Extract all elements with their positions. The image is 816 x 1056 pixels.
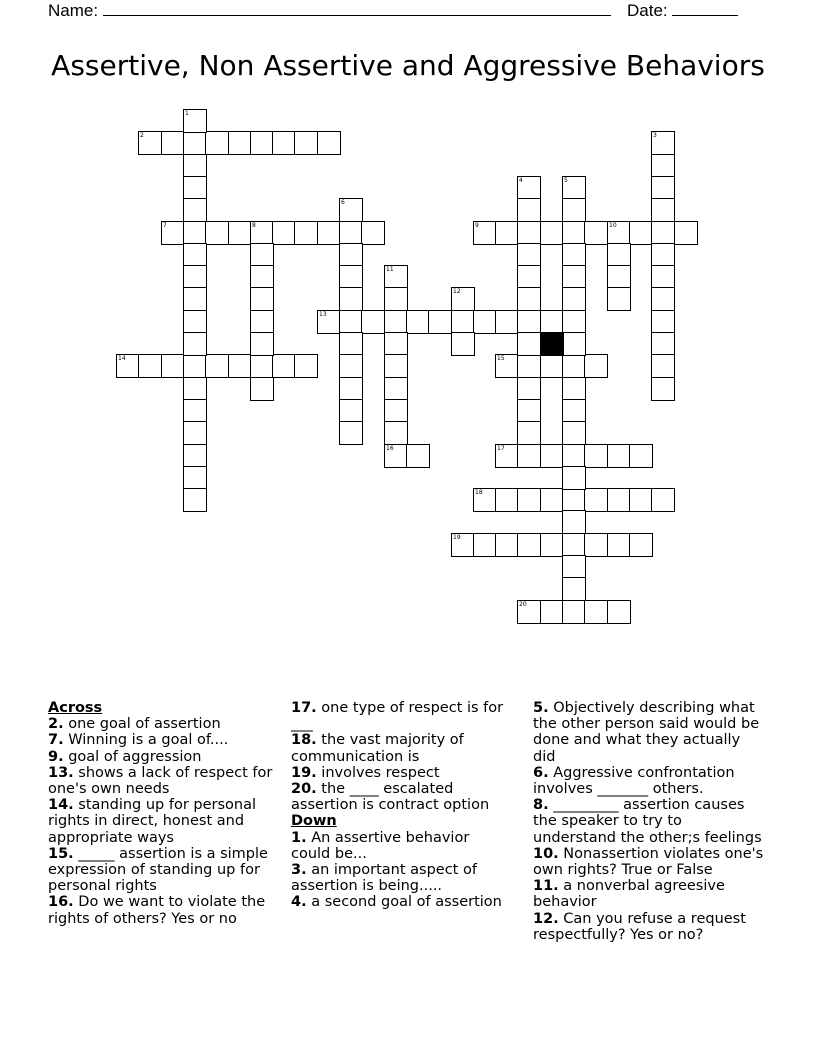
clue-text: Aggressive confrontation involves _______ others. [533,764,735,798]
grid-cell[interactable] [183,131,207,155]
grid-cell[interactable] [562,243,586,267]
grid-cell[interactable] [451,310,475,334]
grid-cell[interactable] [228,354,252,378]
clue-number: 20. [291,781,317,798]
clue-text: standing up for personal rights in direct, honest and appropriate ways [48,797,257,846]
clue-text: An assertive behavior could be... [291,829,470,862]
grid-cell[interactable] [517,287,541,311]
clue-text: Do we want to violate the rights of others? Yes or no [48,894,266,927]
grid-cell[interactable] [562,332,586,356]
grid-cell[interactable] [473,310,497,334]
clue-number: 1. [291,829,307,846]
clue-number: 15. [48,845,74,862]
grid-cell[interactable] [540,354,564,378]
cell-number: 2 [140,132,144,139]
across-clue [48,765,280,797]
grid-cell[interactable] [161,221,185,245]
clue-number: 19. [291,764,317,781]
clue-number: 13. [48,764,74,781]
clue-number: 2. [48,716,64,733]
grid-cell[interactable] [651,243,675,267]
grid-cell[interactable] [651,310,675,334]
grid-cell[interactable] [339,332,363,356]
grid-cell[interactable] [562,265,586,289]
cell-number: 5 [564,177,568,184]
clue-column-1 [48,700,280,927]
clue-number: 5. [533,700,549,716]
clue-text: Winning is a goal of.... [68,732,229,749]
grid-cell[interactable] [517,265,541,289]
cell-number: 13 [319,311,327,318]
grid-cell[interactable] [651,221,675,245]
grid-cell[interactable] [651,176,675,200]
grid-cell[interactable] [250,131,274,155]
grid-cell[interactable] [294,221,318,245]
grid-cell[interactable] [384,354,408,378]
clue-number: 10. [533,845,559,862]
grid-cell[interactable] [205,221,229,245]
clue-number: 12. [533,910,559,927]
grid-cell[interactable] [384,421,408,445]
grid-cell[interactable] [183,399,207,423]
grid-cell[interactable] [607,287,631,311]
across-clue [48,846,280,895]
grid-cell[interactable] [272,354,296,378]
grid-cell[interactable] [517,600,541,624]
date-label: Date: [627,1,668,20]
grid-cell[interactable] [406,444,430,468]
grid-cell[interactable] [495,444,519,468]
grid-cell[interactable] [339,354,363,378]
grid-cell[interactable] [651,354,675,378]
grid-cell[interactable] [339,221,363,245]
cell-number: 20 [519,601,527,608]
grid-cell[interactable] [473,488,497,512]
clue-text: _____ assertion is a simple expression of standing up for personal rights [48,845,268,895]
grid-cell[interactable] [183,109,207,133]
grid-cell[interactable] [562,577,586,601]
grid-cell[interactable] [562,198,586,222]
clue-text: involves respect [321,764,440,781]
grid-cell[interactable] [250,287,274,311]
grid-cell[interactable] [228,131,252,155]
grid-cell[interactable] [562,287,586,311]
grid-cell[interactable] [250,377,274,401]
grid-cell[interactable] [183,332,207,356]
grid-cell[interactable] [517,176,541,200]
grid-cell[interactable] [584,533,608,557]
down-clue [291,894,513,910]
grid-cell[interactable] [250,310,274,334]
grid-cell[interactable] [562,221,586,245]
clue-number: 3. [291,862,307,879]
grid-cell[interactable] [607,243,631,267]
cell-number: 18 [475,489,483,496]
grid-cell[interactable] [138,354,162,378]
grid-cell[interactable] [384,399,408,423]
grid-cell[interactable] [473,533,497,557]
grid-cell[interactable] [250,221,274,245]
grid-cell[interactable] [562,533,586,557]
clue-text: Can you refuse a request respectfully? Yes or no? [533,910,746,943]
clue-number: 6. [533,764,549,781]
grid-cell[interactable] [183,488,207,512]
grid-cell[interactable] [384,377,408,401]
grid-cell[interactable] [562,600,586,624]
grid-cell[interactable] [294,131,318,155]
grid-cell[interactable] [339,399,363,423]
cell-number: 15 [497,355,505,362]
grid-cell[interactable] [451,287,475,311]
grid-cell[interactable] [183,421,207,445]
down-clue [291,862,513,894]
grid-cell[interactable] [562,377,586,401]
grid-cell[interactable] [406,310,430,334]
grid-cell[interactable] [183,466,207,490]
grid-cell[interactable] [495,488,519,512]
grid-cell[interactable] [651,287,675,311]
grid-cell[interactable] [517,310,541,334]
grid-cell[interactable] [451,533,475,557]
grid-cell[interactable] [317,131,341,155]
down-heading: Down [291,813,337,830]
clue-text: goal of aggression [68,748,202,765]
clue-number: 11. [533,878,559,895]
cell-number: 10 [609,222,617,229]
down-clue [533,797,765,846]
grid-cell[interactable] [540,221,564,245]
down-clue [533,878,765,910]
down-clue [533,700,765,765]
clue-column-3 [533,700,765,943]
grid-cell[interactable] [339,265,363,289]
across-clue [48,749,280,765]
across-clue [291,765,513,781]
grid-cell[interactable] [584,354,608,378]
black-cell [540,332,564,356]
grid-cell[interactable] [562,310,586,334]
grid-cell[interactable] [607,600,631,624]
grid-cell[interactable] [250,243,274,267]
grid-cell[interactable] [183,221,207,245]
grid-cell[interactable] [651,488,675,512]
cell-number: 16 [386,445,394,452]
grid-cell[interactable] [651,377,675,401]
grid-cell[interactable] [183,176,207,200]
grid-cell[interactable] [584,444,608,468]
grid-cell[interactable] [250,265,274,289]
down-clue [533,765,765,797]
grid-cell[interactable] [517,399,541,423]
grid-cell[interactable] [629,444,653,468]
across-clue [48,894,280,926]
clue-text: Objectively describing what the other person said would be done and what they actually did [533,700,760,765]
grid-cell[interactable] [339,198,363,222]
cell-number: 11 [386,266,394,273]
grid-cell[interactable] [116,354,140,378]
cell-number: 6 [341,199,345,206]
across-clue [291,700,513,732]
grid-cell[interactable] [183,243,207,267]
grid-cell[interactable] [361,221,385,245]
grid-cell[interactable] [517,488,541,512]
grid-cell[interactable] [183,377,207,401]
grid-cell[interactable] [361,310,385,334]
across-heading: Across [48,700,103,716]
grid-cell[interactable] [183,444,207,468]
cell-number: 17 [497,445,505,452]
across-clue [48,732,280,748]
grid-cell[interactable] [183,265,207,289]
down-clue [291,830,513,862]
clue-text: the ____ escalated assertion is contract option [291,781,490,814]
clue-number: 14. [48,797,74,814]
grid-cell[interactable] [562,510,586,534]
grid-cell[interactable] [674,221,698,245]
grid-cell[interactable] [339,243,363,267]
cell-number: 14 [118,355,126,362]
clue-text: one goal of assertion [68,716,221,733]
grid-cell[interactable] [384,265,408,289]
grid-cell[interactable] [183,287,207,311]
grid-cell[interactable] [540,600,564,624]
grid-cell[interactable] [517,332,541,356]
grid-cell[interactable] [495,221,519,245]
clue-text: one type of respect is for ___ [291,700,504,733]
clue-text: shows a lack of respect for one's own needs [48,764,273,798]
clue-text: Nonassertion violates one's own rights? True or False [533,845,764,879]
grid-cell[interactable] [517,444,541,468]
grid-cell[interactable] [339,287,363,311]
grid-cell[interactable] [562,421,586,445]
grid-cell[interactable] [651,332,675,356]
grid-cell[interactable] [584,488,608,512]
grid-cell[interactable] [540,488,564,512]
grid-cell[interactable] [607,533,631,557]
clue-number: 8. [533,797,549,814]
clue-number: 18. [291,732,317,749]
grid-cell[interactable] [584,221,608,245]
grid-cell[interactable] [562,466,586,490]
grid-cell[interactable] [317,310,341,334]
grid-cell[interactable] [183,198,207,222]
cell-number: 8 [252,222,256,229]
grid-cell[interactable] [317,221,341,245]
grid-cell[interactable] [517,533,541,557]
grid-cell[interactable] [428,310,452,334]
grid-cell[interactable] [272,131,296,155]
grid-cell[interactable] [562,399,586,423]
clue-text: _________ assertion causes the speaker to try to understand the other;s feelings [533,797,762,846]
grid-cell[interactable] [183,310,207,334]
grid-cell[interactable] [540,444,564,468]
grid-cell[interactable] [517,243,541,267]
grid-cell[interactable] [517,198,541,222]
grid-cell[interactable] [562,444,586,468]
grid-cell[interactable] [651,198,675,222]
grid-cell[interactable] [562,176,586,200]
grid-cell[interactable] [629,488,653,512]
clue-text: the vast majority of communication is [291,732,464,765]
grid-cell[interactable] [607,488,631,512]
grid-cell[interactable] [384,332,408,356]
clue-number: 4. [291,894,307,911]
cell-number: 3 [653,132,657,139]
grid-cell[interactable] [495,533,519,557]
cell-number: 12 [453,288,461,295]
grid-cell[interactable] [138,131,162,155]
grid-cell[interactable] [384,310,408,334]
grid-cell[interactable] [495,354,519,378]
cell-number: 9 [475,222,479,229]
grid-cell[interactable] [584,600,608,624]
down-clue [533,911,765,943]
clue-column-2 [291,700,513,911]
grid-cell[interactable] [540,533,564,557]
grid-cell[interactable] [562,488,586,512]
grid-cell[interactable] [473,221,497,245]
grid-cell[interactable] [540,310,564,334]
grid-cell[interactable] [183,154,207,178]
grid-cell[interactable] [272,221,296,245]
across-clue [48,716,280,732]
across-clue [291,781,513,813]
grid-cell[interactable] [562,555,586,579]
clue-number: 16. [48,894,74,911]
across-clue [48,797,280,846]
grid-cell[interactable] [651,131,675,155]
down-clue [533,846,765,878]
grid-cell[interactable] [250,354,274,378]
grid-cell[interactable] [339,377,363,401]
clue-text: a second goal of assertion [311,894,502,911]
grid-cell[interactable] [205,131,229,155]
grid-cell[interactable] [651,154,675,178]
grid-cell[interactable] [451,332,475,356]
grid-cell[interactable] [339,421,363,445]
grid-cell[interactable] [495,310,519,334]
clue-number: 17. [291,700,317,716]
clue-text: a nonverbal agreesive behavior [533,878,725,911]
across-clue [291,732,513,764]
grid-cell[interactable] [517,354,541,378]
clue-text: an important aspect of assertion is being..... [291,862,477,895]
grid-cell[interactable] [161,131,185,155]
grid-cell[interactable] [228,221,252,245]
grid-cell[interactable] [607,265,631,289]
grid-cell[interactable] [250,332,274,356]
grid-cell[interactable] [384,287,408,311]
grid-cell[interactable] [562,354,586,378]
cell-number: 7 [163,222,167,229]
grid-cell[interactable] [384,444,408,468]
clue-number: 9. [48,748,64,765]
clue-number: 7. [48,732,64,749]
grid-cell[interactable] [517,221,541,245]
cell-number: 4 [519,177,523,184]
grid-cell[interactable] [517,421,541,445]
cell-number: 1 [185,110,189,117]
grid-cell[interactable] [339,310,363,334]
grid-cell[interactable] [607,444,631,468]
grid-cell[interactable] [161,354,185,378]
cell-number: 19 [453,534,461,541]
grid-cell[interactable] [205,354,229,378]
grid-cell[interactable] [183,354,207,378]
name-label: Name: [48,1,99,20]
grid-cell[interactable] [294,354,318,378]
grid-cell[interactable] [651,265,675,289]
grid-cell[interactable] [517,377,541,401]
grid-cell[interactable] [629,221,653,245]
page-title: Assertive, Non Assertive and Aggressive Behaviors [51,49,765,82]
grid-cell[interactable] [607,221,631,245]
grid-cell[interactable] [629,533,653,557]
